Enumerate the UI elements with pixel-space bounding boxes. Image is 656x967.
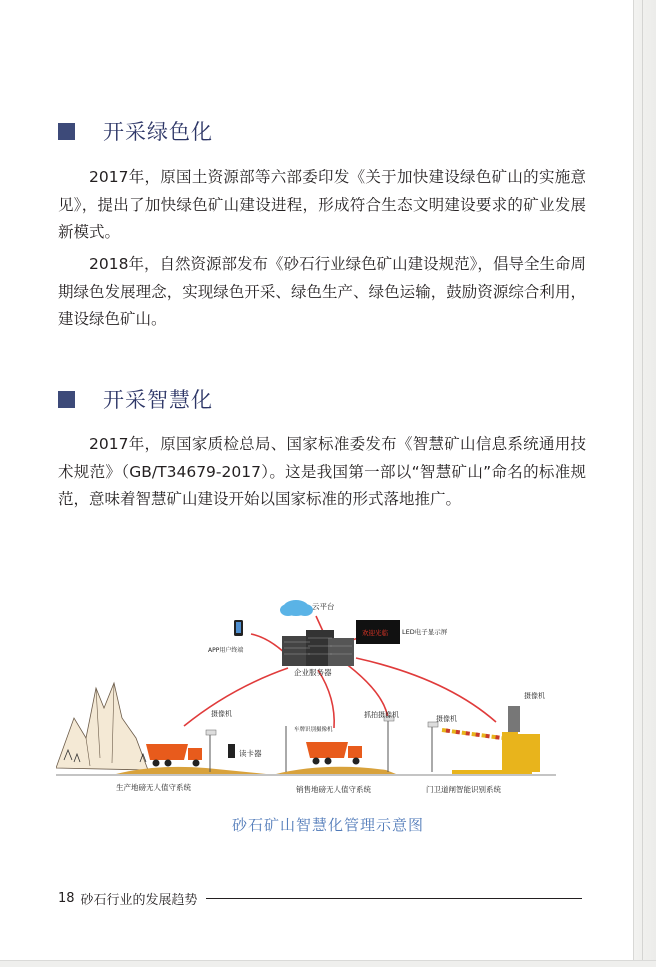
paragraph: 2017年，原国家质检总局、国家标准委发布《智慧矿山信息系统通用技术规范》（GB/T34679-2017）。这是我国第一部以“智慧矿山”命名的标准规范，意味着智慧矿山建设开始以国家标准的形式落地推广。	[58, 435, 586, 508]
app-label: APP用户终端	[208, 647, 244, 654]
footer-rule	[206, 898, 582, 899]
reader-label: 读卡器	[239, 749, 262, 758]
capture-camera-label: 抓拍摄像机	[364, 711, 399, 719]
camera-label: 摄像机	[524, 692, 545, 700]
section-title: 开采智慧化	[103, 388, 213, 412]
figure-caption: 砂石矿山智慧化管理示意图	[231, 816, 424, 834]
server-icon	[282, 630, 354, 666]
system-label: 生产地磅无人值守系统	[116, 783, 191, 792]
section-heading-green	[58, 116, 213, 146]
mountain-icon	[56, 683, 148, 770]
card-reader-icon	[228, 744, 235, 758]
section-square-icon	[58, 391, 75, 408]
camera-label: 摄像机	[436, 715, 457, 723]
section-title: 开采绿色化	[103, 120, 213, 144]
camera-label: 摄像机	[211, 710, 232, 718]
camera-icon	[206, 730, 216, 735]
cloud-label: 云平台	[312, 602, 335, 611]
paragraph: 2017年，原国土资源部等六部委印发《关于加快建设绿色矿山的实施意见》，提出了加快绿色矿山建设进程，形成符合生态文明建设要求的矿业发展新模式。	[58, 168, 586, 241]
system-label: 门卫道闸智能识别系统	[426, 785, 501, 794]
footer-title: 砂石行业的发展趋势	[80, 893, 198, 908]
cloud-icon	[280, 600, 313, 616]
system-label: 销售地磅无人值守系统	[296, 785, 371, 794]
section-heading-smart	[58, 384, 213, 414]
page-number: 18	[58, 891, 75, 906]
truck-icon	[146, 744, 202, 767]
truck-icon	[306, 742, 362, 765]
server-label: 企业服务器	[294, 668, 332, 677]
bottom-edge	[0, 960, 656, 967]
section-square-icon	[58, 123, 75, 140]
led-label: LED电子显示屏	[402, 628, 448, 636]
plate-camera-label: 车牌识别摄像机	[294, 727, 333, 733]
paragraph: 2018年，自然资源部发布《砂石行业绿色矿山建设规范》，倡导全生命周期绿色发展理念，实现绿色开采、绿色生产、绿色运输，鼓励资源综合利用，建设绿色矿山。	[58, 255, 586, 328]
page-footer	[58, 889, 582, 908]
smart-mine-diagram	[56, 588, 596, 798]
led-screen-text: 欢迎光临	[362, 629, 388, 637]
